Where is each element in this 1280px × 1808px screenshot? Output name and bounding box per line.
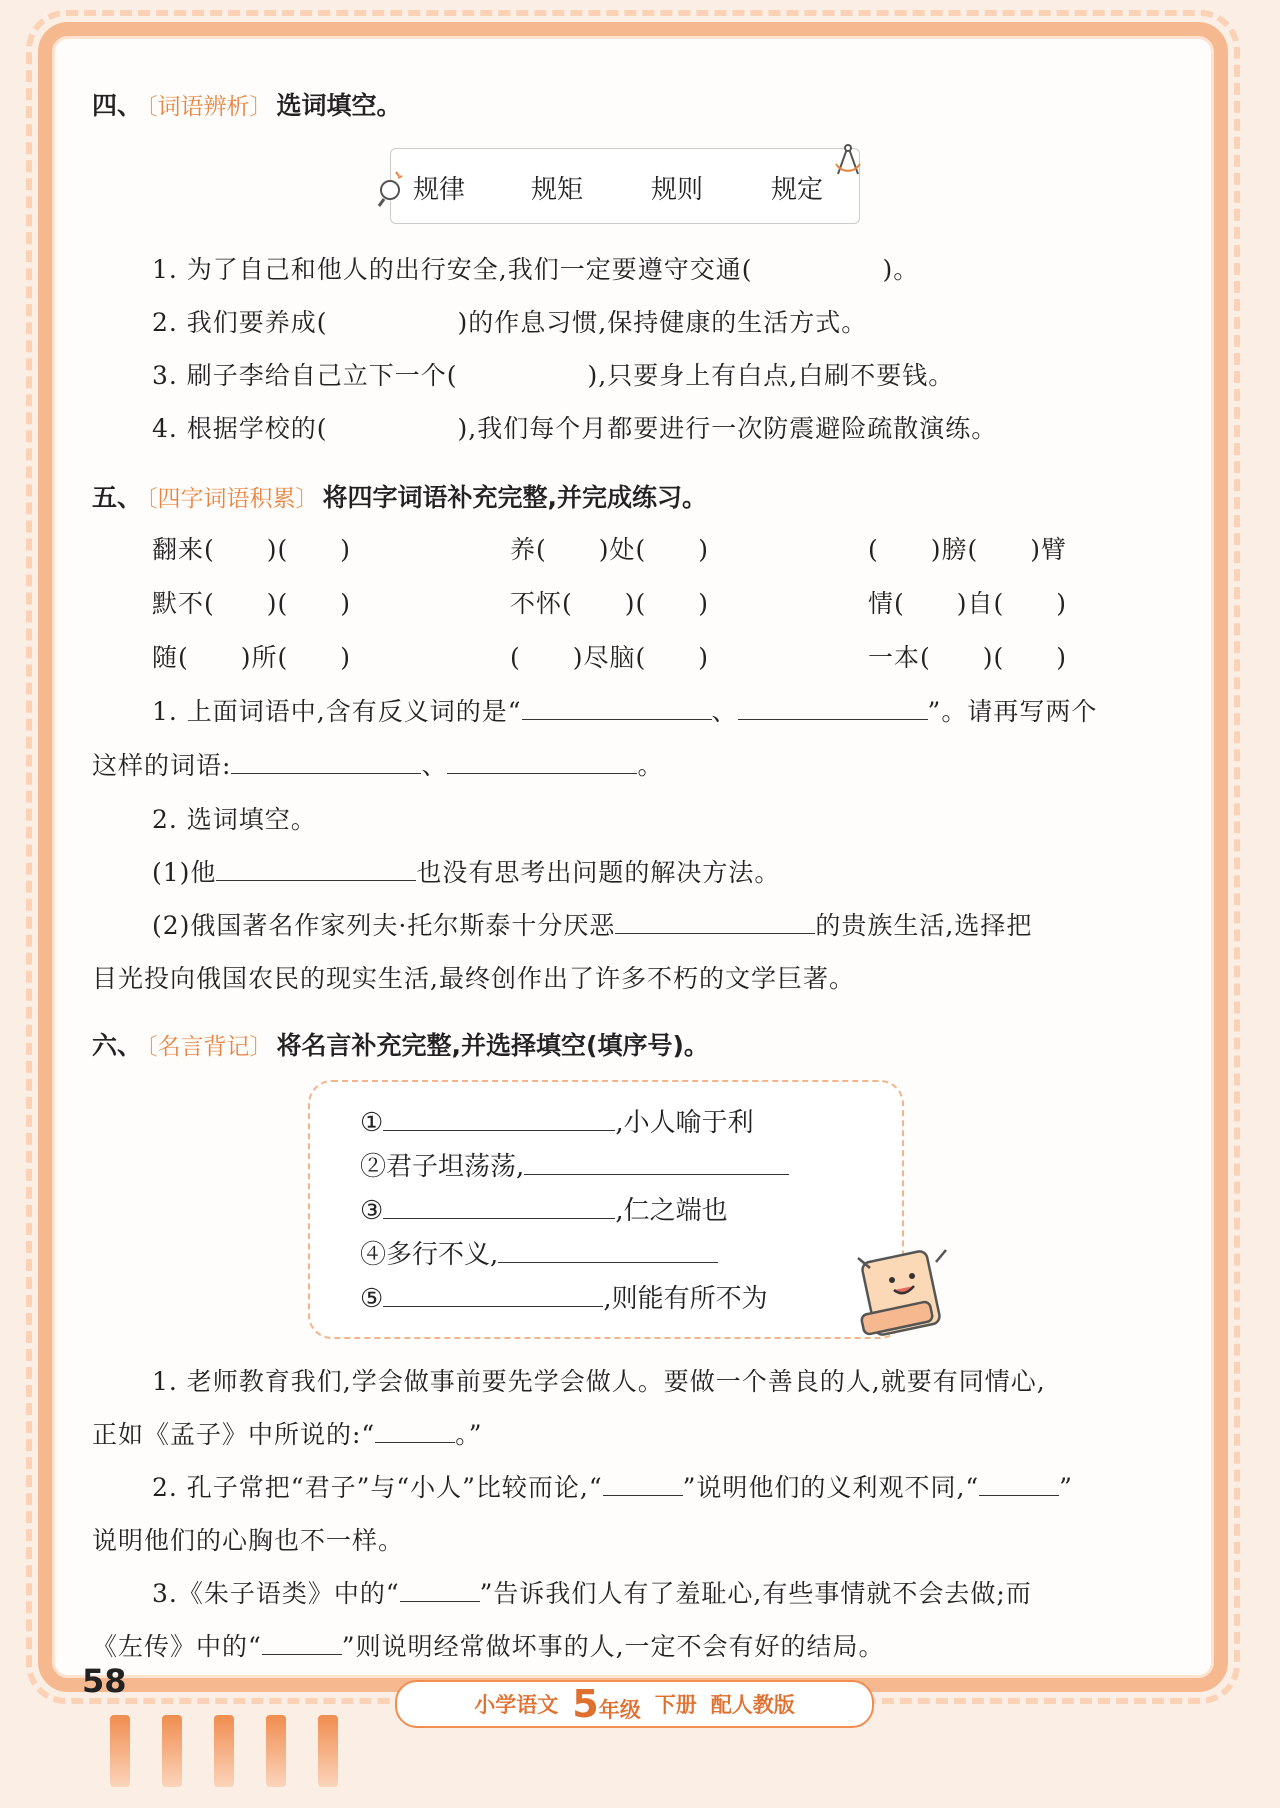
answer-blank[interactable] (738, 695, 928, 720)
answer-blank[interactable] (979, 1471, 1059, 1496)
answer-blank[interactable] (524, 1150, 789, 1175)
question-text: 2. 孔子常把“君子”与“小人”比较而论,“ (152, 1473, 603, 1502)
idiom-item: 默不( )( ) (152, 589, 352, 618)
answer-blank[interactable] (231, 749, 421, 774)
quote-box (308, 1080, 904, 1339)
quote-prefix: ⑤ (360, 1284, 384, 1314)
answer-blank[interactable] (498, 1238, 718, 1263)
question-text: ”说明他们的义利观不同,“ (682, 1473, 980, 1502)
answer-blank[interactable] (447, 749, 637, 774)
answer-blank[interactable] (383, 1282, 603, 1307)
magnifier-icon (376, 168, 406, 208)
idiom-item: ( )尽脑( ) (510, 643, 710, 672)
quote-item-5 (360, 1278, 768, 1315)
volume-label: 下册 (654, 1693, 697, 1717)
section-4-number: 四、 (92, 91, 143, 120)
question-6-2-cont: 说明他们的心胸也不一样。 (92, 1526, 405, 1555)
question-text: ”。请再写两个 (927, 697, 1098, 726)
question-text: 这样的词语: (92, 751, 232, 780)
word-option: 规矩 (531, 175, 584, 205)
separator: 、 (421, 751, 448, 780)
quote-prefix: ① (360, 1108, 384, 1138)
question-text: (1)他 (152, 858, 217, 887)
grade-badge (572, 1682, 640, 1726)
section-6-heading (92, 1026, 709, 1062)
question-text: 3.《朱子语类》中的“ (152, 1579, 400, 1608)
section-4-tag: 〔词语辨析〕 (146, 94, 273, 120)
quote-suffix: ,则能有所不为 (603, 1284, 768, 1314)
answer-blank[interactable] (262, 1630, 342, 1655)
subject-label: 小学语文 (474, 1693, 559, 1717)
quote-item-1 (360, 1102, 754, 1139)
idiom-item: 情( )自( ) (868, 589, 1068, 618)
answer-blank[interactable] (603, 1471, 683, 1496)
section-6-tag: 〔名言背记〕 (146, 1034, 273, 1060)
question-text: ”则说明经常做坏事的人,一定不会有好的结局。 (341, 1632, 885, 1661)
question-6-3 (152, 1574, 1032, 1610)
quote-suffix: ,仁之端也 (615, 1196, 728, 1226)
grade-label: 年级 (598, 1698, 641, 1722)
period: 。 (637, 751, 664, 780)
question-text: (2)俄国著名作家列夫·托尔斯泰十分厌恶 (152, 911, 616, 940)
separator: 、 (711, 697, 738, 726)
question-5-1 (152, 692, 1097, 728)
quote-suffix: ,小人喻于利 (615, 1108, 754, 1138)
answer-blank[interactable] (522, 695, 712, 720)
answer-blank[interactable] (375, 1418, 455, 1443)
answer-blank[interactable] (216, 856, 416, 881)
question-4-1: 1. 为了自己和他人的出行安全,我们一定要遵守交通( )。 (152, 255, 920, 284)
question-text: ”告诉我们人有了羞耻心,有些事情就不会去做;而 (479, 1579, 1032, 1608)
quote-prefix: ②君子坦荡荡, (360, 1152, 525, 1182)
idiom-item: 不怀( )( ) (510, 589, 710, 618)
edition-label: 配人教版 (710, 1693, 795, 1717)
question-5-2: 2. 选词填空。 (152, 805, 317, 834)
question-6-1-cont (92, 1415, 483, 1451)
question-text: 的贵族生活,选择把 (815, 911, 1033, 940)
question-text: 正如《孟子》中所说的:“ (92, 1420, 376, 1449)
section-5-number: 五、 (92, 483, 143, 512)
question-text: ” (1059, 1473, 1073, 1502)
question-4-2: 2. 我们要养成( )的作息习惯,保持健康的生活方式。 (152, 308, 868, 337)
idiom-item: 养( )处( ) (510, 535, 710, 564)
question-6-3-cont (92, 1627, 885, 1663)
question-text: 1. 上面词语中,含有反义词的是“ (152, 697, 522, 726)
question-6-1: 1. 老师教育我们,学会做事前要先学会做人。要做一个善良的人,就要有同情心, (152, 1367, 1046, 1396)
idiom-item: 一本( )( ) (868, 643, 1068, 672)
word-option: 规定 (771, 175, 824, 205)
answer-blank[interactable] (383, 1106, 615, 1131)
question-5-2-1 (152, 853, 780, 889)
quote-item-3 (360, 1190, 728, 1227)
word-option: 规则 (651, 175, 704, 205)
answer-blank[interactable] (615, 909, 815, 934)
answer-blank[interactable] (383, 1194, 615, 1219)
word-option: 规律 (413, 175, 466, 205)
idiom-item: ( )膀( )臂 (868, 535, 1068, 564)
question-text: 。” (455, 1420, 483, 1449)
question-4-4: 4. 根据学校的( ),我们每个月都要进行一次防震避险疏散演练。 (152, 414, 998, 443)
question-text: 也没有思考出问题的解决方法。 (416, 858, 781, 887)
section-4-heading (92, 86, 402, 122)
quote-item-4 (360, 1234, 718, 1271)
quote-item-2 (360, 1146, 789, 1183)
question-5-1-cont (92, 746, 663, 782)
quote-prefix: ④多行不义, (360, 1240, 499, 1270)
section-6-title: 将名言补充完整,并选择填空(填序号)。 (276, 1031, 709, 1060)
word-choice-box (390, 148, 860, 224)
question-5-2-2 (152, 906, 1032, 942)
idiom-item: 翻来( )( ) (152, 535, 352, 564)
question-4-3: 3. 刷子李给自己立下一个( ),只要身上有白点,白刷不要钱。 (152, 361, 955, 390)
book-mascot-icon (848, 1238, 958, 1338)
section-5-title: 将四字词语补充完整,并完成练习。 (322, 483, 708, 512)
grade-number: 5 (572, 1682, 599, 1726)
book-info-badge (395, 1680, 874, 1728)
question-text: 《左传》中的“ (92, 1632, 262, 1661)
question-6-2 (152, 1468, 1073, 1504)
section-5-heading (92, 478, 707, 514)
page-number: 58 (82, 1662, 127, 1700)
idiom-item: 随( )所( ) (152, 643, 352, 672)
question-5-2-2-cont: 目光投向俄国农民的现实生活,最终创作出了许多不朽的文学巨著。 (92, 964, 855, 993)
section-5-tag: 〔四字词语积累〕 (146, 486, 319, 512)
compass-icon (830, 142, 866, 178)
section-6-number: 六、 (92, 1031, 143, 1060)
section-4-title: 选词填空。 (276, 91, 402, 120)
answer-blank[interactable] (400, 1577, 480, 1602)
quote-prefix: ③ (360, 1196, 384, 1226)
